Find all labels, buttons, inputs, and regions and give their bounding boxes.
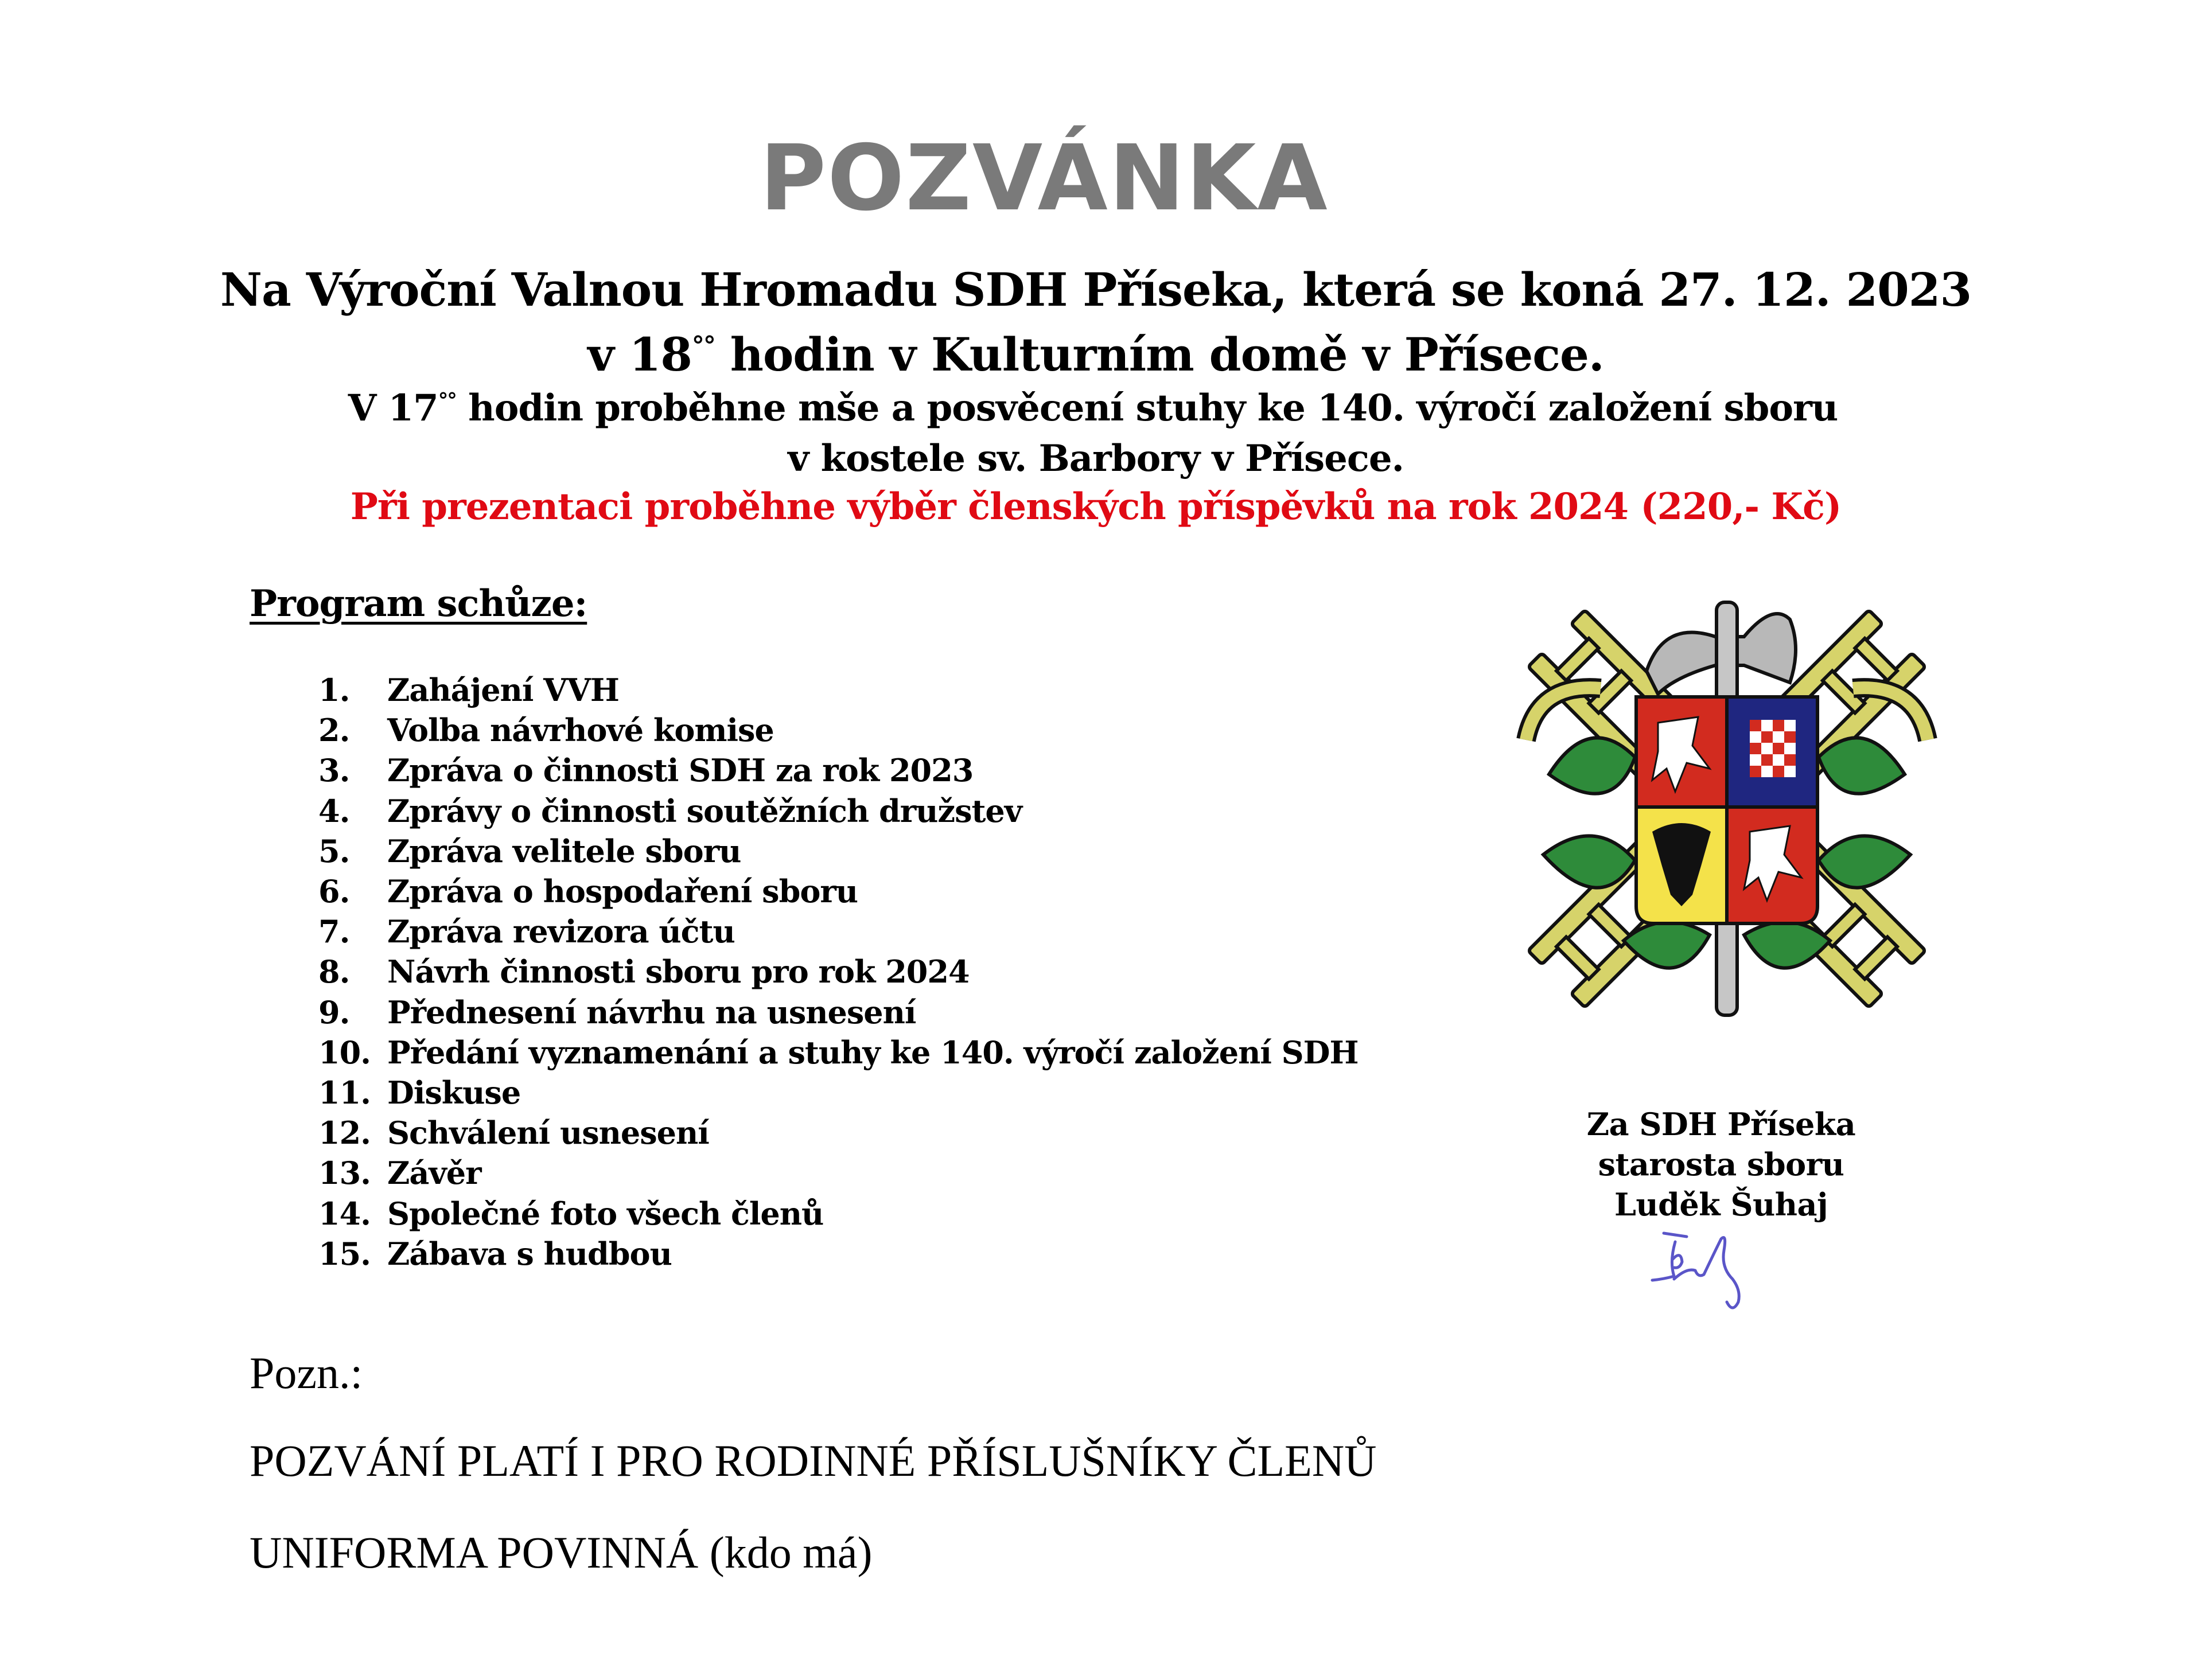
agenda-item-number: 9.	[318, 993, 350, 1031]
agenda-item	[318, 1153, 1359, 1193]
mass-announcement	[0, 387, 2194, 430]
agenda-item	[318, 750, 1359, 790]
meeting-announcement: Na Výroční Valnou Hromadu SDH Příseka, která se koná 27. 12. 2023	[220, 263, 1972, 317]
notes-label: Pozn.:	[250, 1348, 363, 1398]
agenda-item	[318, 952, 1359, 992]
document-title: POZVÁNKA	[760, 126, 1329, 231]
agenda-item-number: 3.	[318, 752, 350, 789]
signature-name: Luděk Šuhaj	[1614, 1186, 1828, 1223]
time-superscript: °°	[691, 331, 715, 361]
agenda-item-number: 5.	[318, 832, 350, 870]
agenda-item	[318, 1073, 1359, 1113]
agenda-item-number: 12.	[318, 1114, 371, 1152]
fee-notice: Při prezentaci proběhne výběr členských příspěvků na rok 2024 (220,- Kč)	[350, 485, 1842, 528]
time-prefix: v 18	[587, 328, 692, 381]
agenda-item-number: 13.	[318, 1155, 371, 1192]
agenda-item-text: Schválení usnesení	[387, 1114, 709, 1152]
agenda-item-text: Zahájení VVH	[387, 672, 619, 709]
agenda-item-text: Zpráva o činnosti SDH za rok 2023	[387, 752, 974, 789]
agenda-item-number: 6.	[318, 873, 350, 910]
mass-time-superscript: °°	[438, 389, 456, 413]
agenda-item-text: Přednesení návrhu na usnesení	[387, 993, 916, 1031]
agenda-item-number: 14.	[318, 1195, 371, 1232]
agenda-item-text: Závěr	[387, 1155, 481, 1192]
agenda-item	[318, 1113, 1359, 1153]
program-heading: Program schůze:	[250, 582, 587, 625]
agenda-item-text: Diskuse	[387, 1074, 521, 1111]
church-location: v kostele sv. Barbory v Přísece.	[788, 437, 1404, 480]
agenda-item-number: 4.	[318, 792, 350, 829]
signature-org: Za SDH Příseka	[1586, 1106, 1856, 1143]
agenda-item-number: 15.	[318, 1235, 371, 1272]
mass-text: hodin proběhne mše a posvěcení stuhy ke 140. výročí založení sboru	[456, 387, 1838, 430]
agenda-item	[318, 992, 1359, 1032]
note-uniform-required: UNIFORMA POVINNÁ (kdo má)	[250, 1527, 873, 1577]
agenda-item	[318, 710, 1359, 750]
agenda-item-text: Návrh činnosti sboru pro rok 2024	[387, 953, 970, 991]
agenda-item	[318, 670, 1359, 710]
agenda-item	[318, 1193, 1359, 1233]
agenda-item-text: Zábava s hudbou	[387, 1235, 672, 1272]
agenda-item	[318, 1234, 1359, 1274]
agenda-item-number: 11.	[318, 1074, 371, 1111]
agenda-list	[318, 670, 1359, 1274]
location-text: hodin v Kulturním domě v Přísece.	[714, 328, 1604, 381]
agenda-item	[318, 871, 1359, 911]
agenda-item-text: Společné foto všech členů	[387, 1195, 824, 1232]
agenda-item	[318, 791, 1359, 831]
agenda-item-text: Předání vyznamenání a stuhy ke 140. výročí založení SDH	[387, 1034, 1359, 1071]
firefighters-emblem-icon	[1503, 597, 1951, 1021]
meeting-time-location	[0, 328, 2197, 381]
agenda-item-number: 2.	[318, 712, 350, 749]
agenda-item-text: Zpráva revizora účtu	[387, 913, 735, 950]
agenda-item	[318, 831, 1359, 871]
agenda-item-text: Zpráva velitele sboru	[387, 832, 741, 870]
agenda-item-number: 10.	[318, 1034, 371, 1071]
agenda-item-number: 7.	[318, 913, 350, 950]
note-family-invitation: POZVÁNÍ PLATÍ I PRO RODINNÉ PŘÍSLUŠNÍKY ČLENŮ	[250, 1436, 1377, 1486]
agenda-item-text: Zpráva o hospodaření sboru	[387, 873, 858, 910]
handwritten-signature-icon	[1647, 1227, 1784, 1313]
signature-role: starosta sboru	[1598, 1146, 1844, 1183]
agenda-item-text: Zprávy o činnosti soutěžních družstev	[387, 792, 1022, 829]
agenda-item-text: Volba návrhové komise	[387, 712, 774, 749]
agenda-item-number: 8.	[318, 953, 350, 991]
signature-block	[1492, 1104, 1951, 1225]
agenda-item-number: 1.	[318, 672, 350, 709]
mass-time-prefix: V 17	[348, 387, 438, 430]
agenda-item	[318, 911, 1359, 952]
agenda-item	[318, 1032, 1359, 1073]
